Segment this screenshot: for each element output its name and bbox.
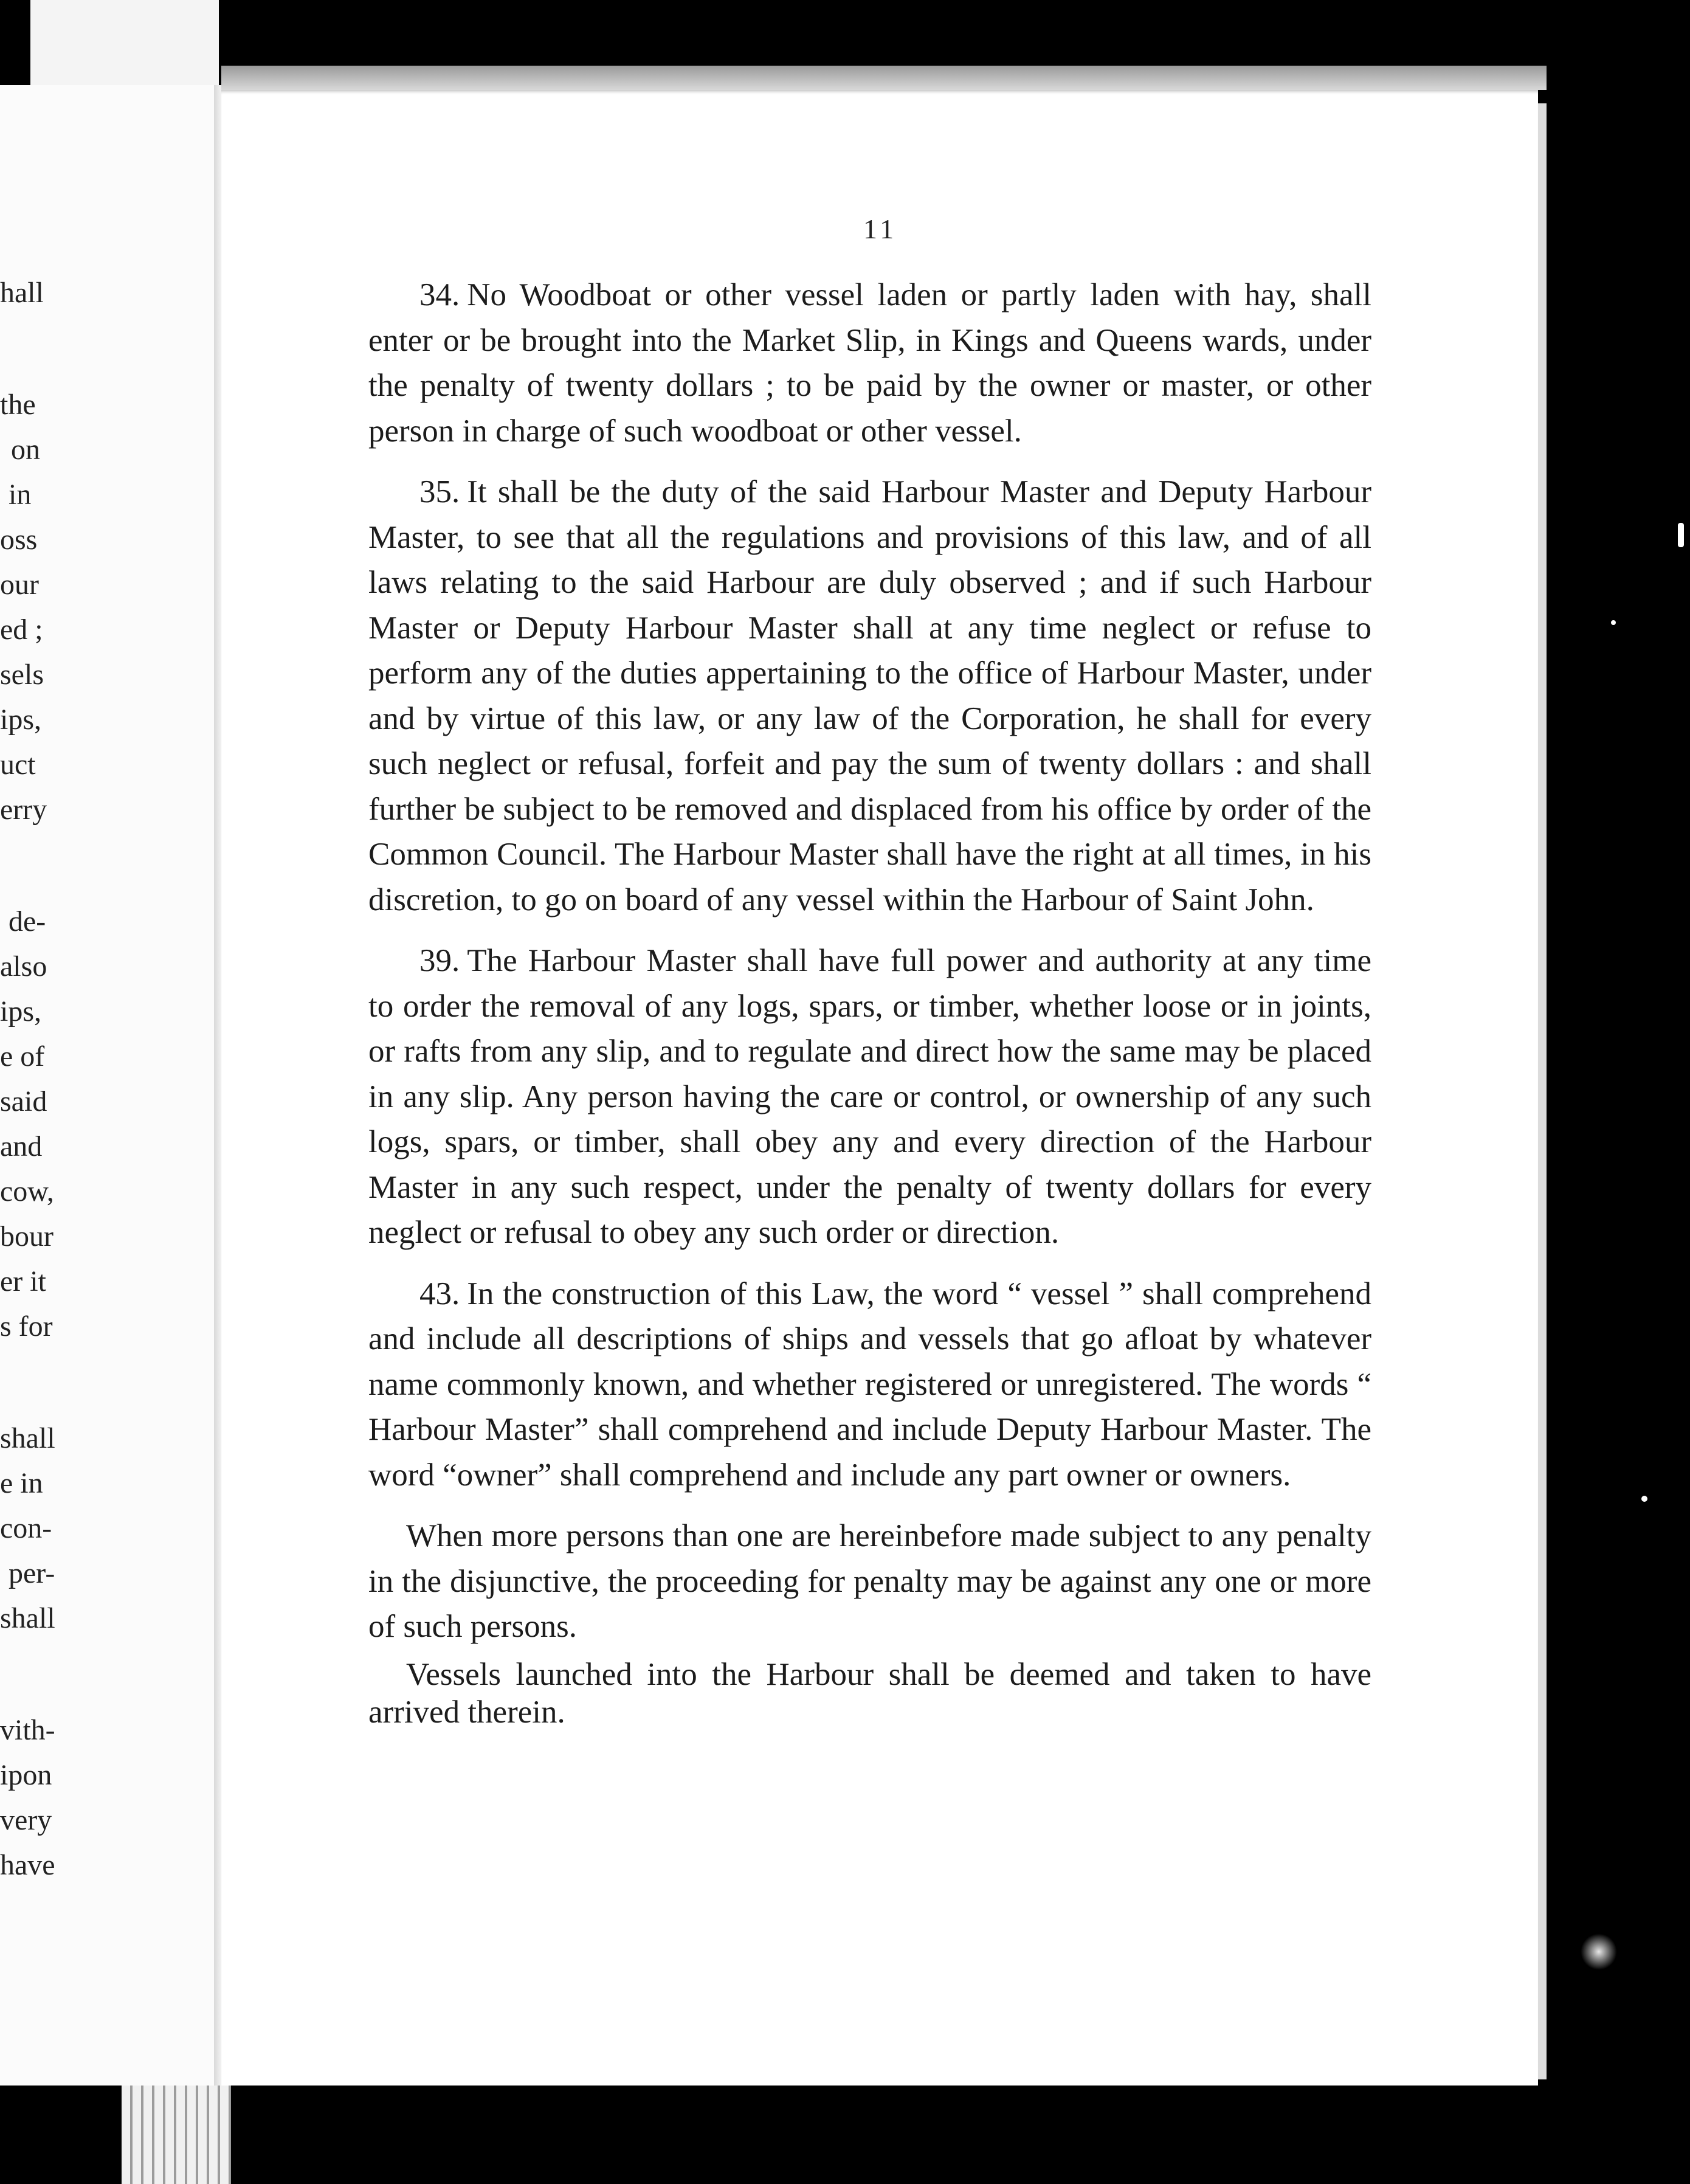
left-page <box>0 85 214 2086</box>
left-page-fragment: uct <box>0 748 36 781</box>
left-page-fragment: e in <box>0 1467 43 1499</box>
left-page-fragment: and <box>0 1130 43 1163</box>
page-body <box>368 272 1371 1737</box>
left-page-fragment: shall <box>0 1422 55 1454</box>
scan-glare <box>1581 1933 1617 1970</box>
left-page-fragment: cow, <box>0 1175 54 1208</box>
section-text: No Woodboat or other vessel laden or partly laden with hay, shall enter or be brought into the Market Slip, in Kings and Queens wards, under the penalty of twenty dollars ; to be paid by the owner or master, or other person in charge of such woodboat or other vessel. <box>368 277 1371 449</box>
section-text: The Harbour Master shall have full power and authority at any time to order the removal of any logs, spars, or timber, whether loose or in joints, or rafts from any slip, and to regulate and direct how the same may be placed in any slip. Any person having the care or control, or ownership of any such logs, spars, or timber, shall obey any and every direction of the Harbour Master in any such respect, under the penalty of twenty dollars for every neglect or refusal to obey any such order or direction. <box>368 943 1371 1250</box>
section-number: 35. <box>419 474 460 510</box>
left-page-fragment: bour <box>0 1220 53 1253</box>
bottom-binding-tab <box>122 2086 231 2184</box>
left-page-fragment: oss <box>0 524 38 556</box>
penalty-paragraph: When more persons than one are hereinbefore made subject to any penalty in the disjunctive, the proceeding for penalty may be against any one or more of such persons. <box>368 1518 1371 1644</box>
left-page-fragment: ips, <box>0 995 42 1028</box>
left-page-fragment: shall <box>0 1602 55 1634</box>
page-top-shadow <box>221 66 1547 90</box>
left-page-fragment: our <box>0 568 39 601</box>
book-gutter <box>214 85 221 2086</box>
top-binding-tab <box>30 0 219 85</box>
section-text: It shall be the duty of the said Harbour Master and Deputy Harbour Master, to see that all the regulations and provisions of this law, and of all laws relating to the said Harbour are duly observed ; and if such Harbour Master or Deputy Harbour Master shall at any time neglect or refuse to perform any of the duties appertaining to the office of Harbour Master, under and by virtue of this law, or any law of the Corporation, he shall for every such neglect or refusal, forfeit and pay the sum of twenty dollars : and shall further be subject to be removed and displaced from his office by order of the Common Council. The Harbour Master shall have the right at all times, in his discretion, to go on board of any vessel within the Harbour of Saint John. <box>368 474 1371 917</box>
scan-speck <box>1678 523 1684 547</box>
left-page-fragment: the <box>0 389 36 421</box>
left-page-fragment: have <box>0 1849 55 1881</box>
left-page-fragment: s for <box>0 1310 53 1343</box>
left-page-fragment: erry <box>0 793 47 826</box>
left-page-fragment: hall <box>0 277 44 309</box>
left-page-fragment: de- <box>9 905 46 938</box>
section-43 <box>368 1271 1371 1498</box>
left-page-fragment: e of <box>0 1040 45 1073</box>
scan-speck <box>1611 620 1616 625</box>
page-number: 11 <box>863 213 898 244</box>
left-page-fragment: er it <box>0 1265 46 1298</box>
section-number: 43. <box>419 1276 460 1311</box>
left-page-fragment: vith- <box>0 1714 55 1746</box>
section-number: 39. <box>419 943 460 978</box>
left-page-fragment: said <box>0 1085 47 1118</box>
left-page-fragment: con- <box>0 1512 52 1544</box>
section-35 <box>368 469 1371 922</box>
left-page-fragment: per- <box>9 1557 55 1589</box>
left-page-fragment: sels <box>0 658 44 691</box>
section-text: In the construction of this Law, the word “ vessel ” shall comprehend and include all descriptions of ships and vessels that go afloat by whatever name commonly known, and whether registered or unregistered. The words “ Harbour Master” shall comprehend and include Deputy Harbour Master. The word “owner” shall comprehend and include any part owner or owners. <box>368 1276 1371 1493</box>
left-page-fragment: also <box>0 950 47 983</box>
scan-speck <box>1641 1496 1647 1502</box>
left-page-fragment: very <box>0 1804 52 1836</box>
section-39 <box>368 938 1371 1256</box>
left-page-fragment: in <box>9 479 32 511</box>
page-edge <box>1538 103 1547 2079</box>
left-page-fragment: ips, <box>0 703 42 736</box>
left-page-fragment: ed ; <box>0 613 43 646</box>
section-number: 34. <box>419 277 460 313</box>
launch-paragraph: Vessels launched into the Harbour shall be deemed and taken to have arrived therein. <box>368 1656 1371 1730</box>
left-page-fragment: on <box>11 434 40 466</box>
left-page-fragment: ipon <box>0 1759 52 1791</box>
section-34 <box>368 272 1371 454</box>
